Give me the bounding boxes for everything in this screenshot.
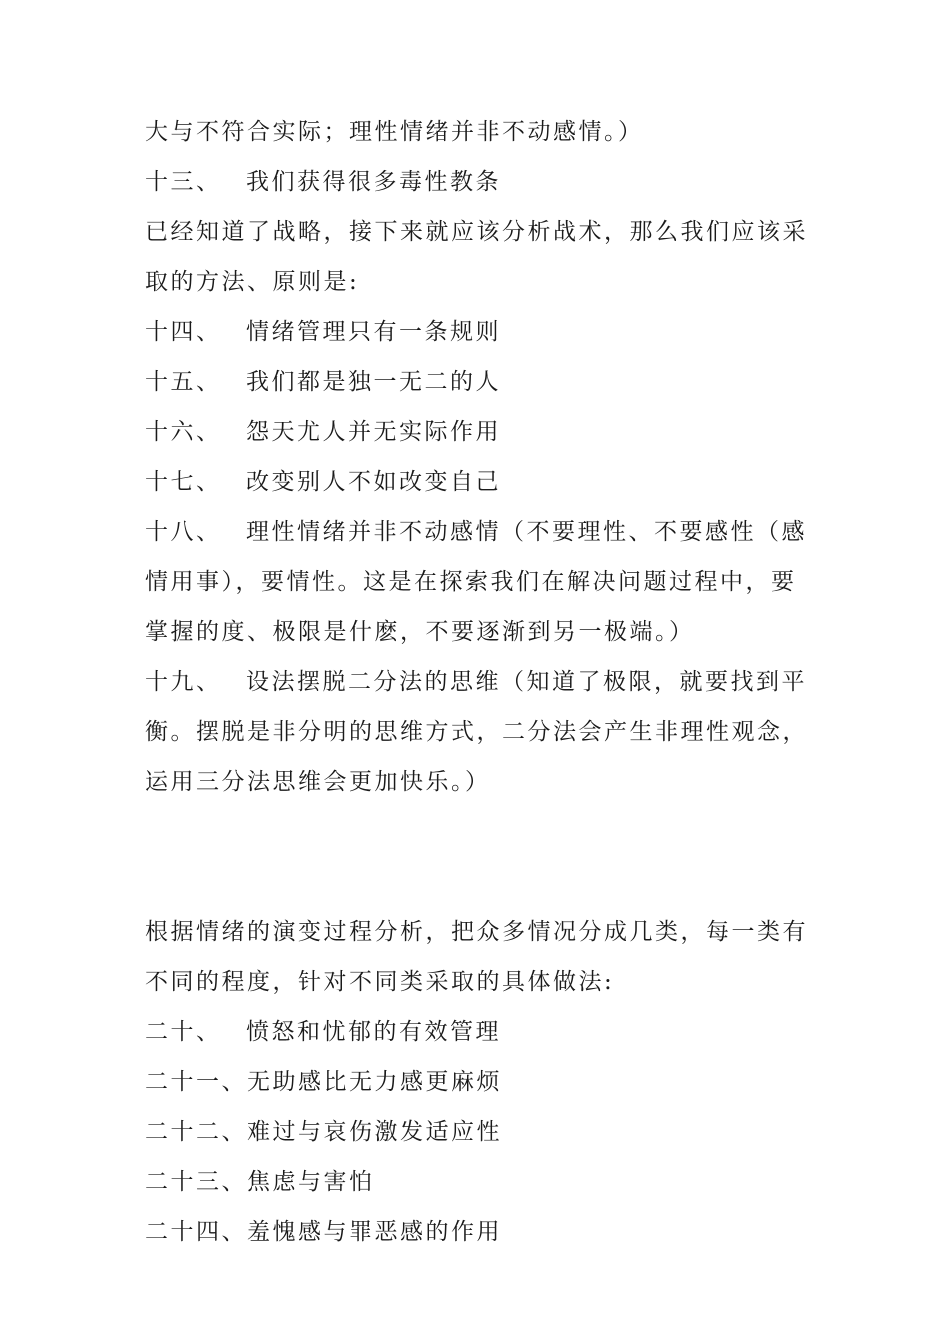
list-item: [145, 1107, 810, 1157]
text-line: 衡。摆脱是非分明的思维方式，二分法会产生非理性观念，: [145, 719, 808, 745]
item-number: 二十一、: [145, 1069, 247, 1095]
item-text: 焦虑与害怕: [247, 1169, 375, 1195]
text-line: 掌握的度、极限是什麽，不要逐渐到另一极端。）: [145, 619, 695, 645]
item-text: 愤怒和忧郁的有效管理: [246, 1019, 501, 1045]
list-item: [145, 357, 810, 407]
list-item: [145, 407, 810, 457]
list-item: [145, 1207, 810, 1257]
item-text: 改变别人不如改变自己: [246, 469, 501, 495]
text-line: 根据情绪的演变过程分析，把众多情况分成几类，每一类有: [145, 919, 808, 945]
list-item: [145, 507, 810, 557]
item-text: 理性情绪并非不动感情（不要理性、不要感性（感: [246, 519, 807, 545]
document-body: [145, 107, 810, 1257]
text-line: 运用三分法思维会更加快乐。）: [145, 769, 491, 795]
item-number: 十九、: [145, 669, 222, 695]
item-number: 十四、: [145, 319, 222, 345]
list-item: [145, 1007, 810, 1057]
text-line: 不同的程度，针对不同类采取的具体做法:: [145, 969, 615, 995]
item-text: 我们获得很多毒性教条: [246, 169, 501, 195]
item-number: 二十四、: [145, 1219, 247, 1245]
text-line: 大与不符合实际；理性情绪并非不动感情。）: [145, 119, 644, 145]
item-number: 十八、: [145, 519, 222, 545]
item-text: 情绪管理只有一条规则: [246, 319, 501, 345]
list-item: [145, 157, 810, 207]
item-text: 设法摆脱二分法的思维（知道了极限，就要找到平: [246, 669, 807, 695]
item-number: 十七、: [145, 469, 222, 495]
text-line: 取的方法、原则是:: [145, 269, 360, 295]
item-number: 二十二、: [145, 1119, 247, 1145]
item-text: 我们都是独一无二的人: [246, 369, 501, 395]
item-text: 怨天尤人并无实际作用: [246, 419, 501, 445]
list-item: [145, 307, 810, 357]
paragraph-spacer: [145, 857, 810, 907]
text-line: 情用事），要情性。这是在探索我们在解决问题过程中，要: [145, 569, 797, 595]
list-item: [145, 1057, 810, 1107]
item-number: 二十三、: [145, 1169, 247, 1195]
item-number: 十三、: [145, 169, 222, 195]
item-text: 无助感比无力感更麻烦: [247, 1069, 502, 1095]
list-item: [145, 457, 810, 507]
item-number: 二十、: [145, 1019, 222, 1045]
list-item: [145, 1157, 810, 1207]
text-line: 已经知道了战略，接下来就应该分析战术，那么我们应该采: [145, 219, 808, 245]
paragraph-spacer: [145, 807, 810, 857]
item-text: 难过与哀伤激发适应性: [247, 1119, 502, 1145]
item-number: 十六、: [145, 419, 222, 445]
list-item: [145, 657, 810, 707]
item-number: 十五、: [145, 369, 222, 395]
item-text: 羞愧感与罪恶感的作用: [247, 1219, 502, 1245]
